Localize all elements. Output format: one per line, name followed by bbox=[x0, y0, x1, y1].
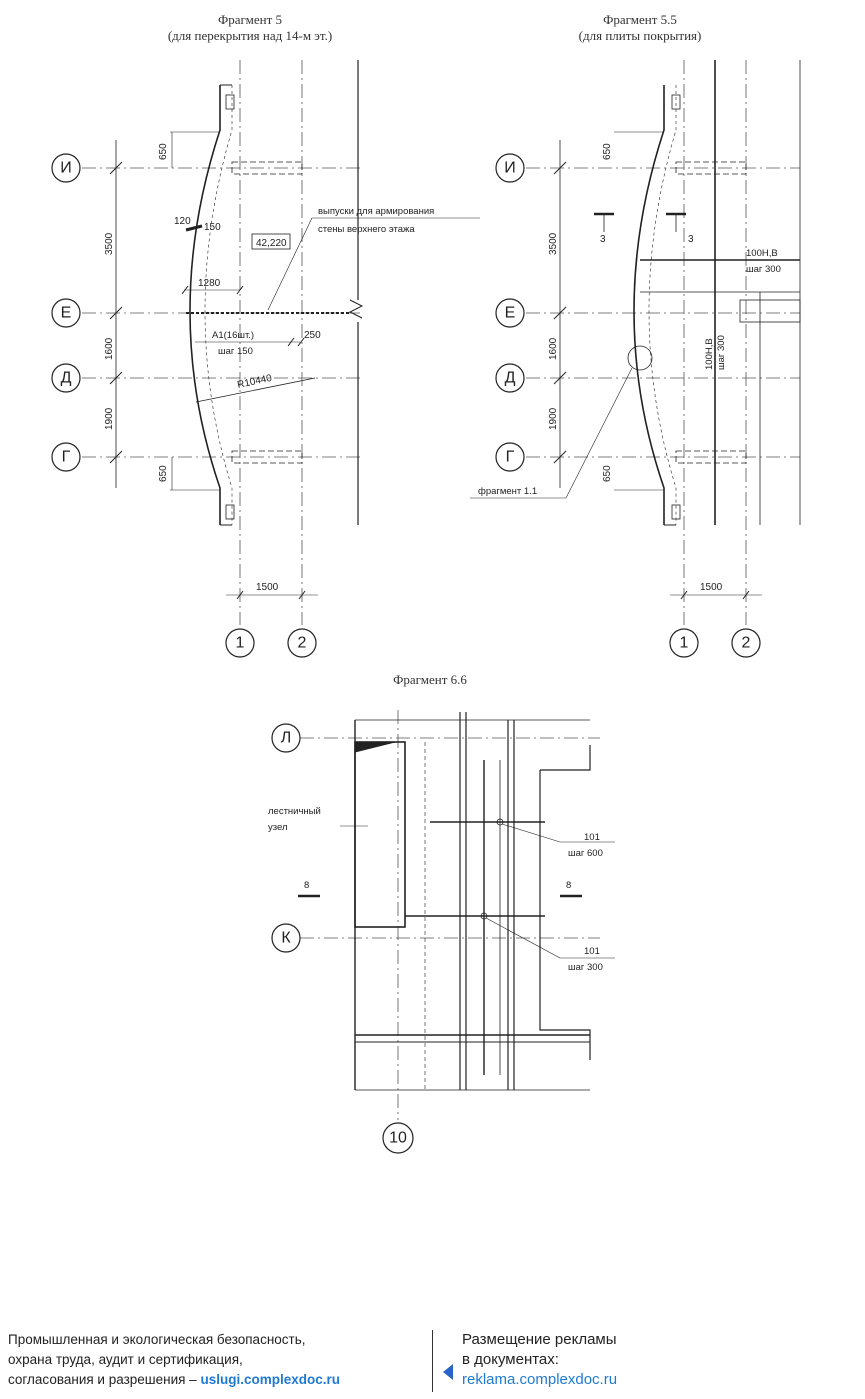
axis-label-2: 2 bbox=[741, 634, 751, 652]
footer-left-text bbox=[8, 1330, 340, 1390]
footer-services-link[interactable]: uslugi.complexdoc.ru bbox=[200, 1372, 340, 1387]
fragment-66-notes bbox=[268, 806, 603, 973]
footer-left-line-3: согласования и разрешения – bbox=[8, 1372, 197, 1387]
note-ladder-1: лестничный bbox=[268, 806, 321, 817]
footer-left-line-3-wrap bbox=[8, 1370, 340, 1390]
axis-label-10: 10 bbox=[389, 1129, 407, 1147]
dim-1900: 1900 bbox=[104, 407, 115, 430]
axis-label-d: Д bbox=[504, 369, 516, 387]
axis-label-l: Л bbox=[280, 729, 292, 747]
fragment-55-plan bbox=[470, 60, 800, 625]
dim-1500: 1500 bbox=[256, 582, 279, 593]
footer-banner bbox=[0, 1326, 865, 1399]
page-navigation bbox=[583, 1243, 776, 1257]
note-100nv-vertical-2: шаг 300 bbox=[716, 335, 727, 370]
axis-label-i: И bbox=[504, 159, 516, 177]
dim-650-bottom: 650 bbox=[158, 465, 169, 482]
dim-250: 250 bbox=[304, 330, 321, 341]
note-100nv-2: шаг 300 bbox=[746, 264, 781, 275]
footer-right-line-2: в документах: bbox=[462, 1351, 559, 1368]
dim-120: 120 bbox=[174, 216, 191, 227]
dim-150: 150 bbox=[204, 222, 221, 233]
dim-3500: 3500 bbox=[548, 232, 559, 255]
dim-650-top: 650 bbox=[158, 143, 169, 160]
fragment-66-axis-markers bbox=[272, 724, 413, 1153]
fragment-55-title: Фрагмент 5.5 bbox=[603, 12, 677, 27]
note-100nv-1: 100Н,В bbox=[746, 248, 778, 259]
dim-1600: 1600 bbox=[548, 337, 559, 360]
section-mark-3-left: 3 bbox=[600, 234, 606, 245]
footer-ads-link[interactable]: reklama.complexdoc.ru bbox=[462, 1371, 618, 1388]
dim-3500: 3500 bbox=[104, 232, 115, 255]
axis-label-1: 1 bbox=[235, 634, 245, 652]
footer-right-text bbox=[462, 1330, 617, 1390]
axis-label-i: И bbox=[60, 159, 72, 177]
nav-link-1[interactable] bbox=[583, 1244, 671, 1256]
fragment-5-dimensions bbox=[104, 143, 321, 593]
axis-label-2: 2 bbox=[297, 634, 307, 652]
dim-radius: R10440 bbox=[236, 372, 273, 391]
note-a1-2: шаг 150 bbox=[218, 346, 253, 357]
note-100nv-vertical-1: 100Н,В bbox=[704, 338, 715, 370]
note-ladder-2: узел bbox=[268, 822, 288, 833]
fragment-5-notes bbox=[212, 206, 434, 357]
nav-link-2[interactable] bbox=[683, 1244, 723, 1256]
note-101a-1: 101 bbox=[584, 832, 600, 843]
axis-label-d: Д bbox=[60, 369, 72, 387]
arrow-left-icon bbox=[443, 1364, 453, 1380]
section-mark-3-right: 3 bbox=[688, 234, 694, 245]
axis-label-g: Г bbox=[505, 448, 515, 466]
note-rebar-out-1: выпуски для армирования bbox=[318, 206, 435, 217]
note-101b-1: 101 bbox=[584, 946, 600, 957]
footer-left-line-1: Промышленная и экологическая безопасность, bbox=[8, 1332, 306, 1347]
level-mark: 42,220 bbox=[256, 238, 287, 249]
note-fragment-ref: фрагмент 1.1 bbox=[478, 486, 538, 497]
footer-divider bbox=[432, 1330, 433, 1392]
fragment-5-title: Фрагмент 5 bbox=[217, 12, 283, 27]
footer-left-line-2: охрана труда, аудит и сертификация, bbox=[8, 1352, 243, 1367]
fragment-5-subtitle: (для перекрытия над 14-м эт.) bbox=[167, 28, 333, 43]
fragment-66-title: Фрагмент 6.6 bbox=[393, 672, 467, 687]
axis-label-g: Г bbox=[61, 448, 71, 466]
fragment-5-plan bbox=[82, 60, 480, 625]
fragment-66-plan bbox=[298, 710, 615, 1120]
axis-label-e: Е bbox=[504, 304, 516, 322]
note-101a-2: шаг 600 bbox=[568, 848, 603, 859]
section-mark-8-left: 8 bbox=[304, 880, 310, 891]
nav-link-3[interactable] bbox=[736, 1244, 776, 1256]
axis-label-k: К bbox=[281, 929, 291, 947]
footer-right-line-1: Размещение рекламы bbox=[462, 1331, 617, 1348]
dim-1900: 1900 bbox=[548, 407, 559, 430]
dim-1500: 1500 bbox=[700, 582, 723, 593]
note-101b-2: шаг 300 bbox=[568, 962, 603, 973]
axis-label-e: Е bbox=[60, 304, 72, 322]
dim-1280: 1280 bbox=[198, 278, 221, 289]
dim-1600: 1600 bbox=[104, 337, 115, 360]
axis-label-1: 1 bbox=[679, 634, 689, 652]
fragment-55-subtitle: (для плиты покрытия) bbox=[578, 28, 702, 43]
fragment-55-dimensions bbox=[548, 143, 723, 593]
dim-650-bottom: 650 bbox=[602, 465, 613, 482]
dim-650-top: 650 bbox=[602, 143, 613, 160]
note-rebar-out-2: стены верхнего этажа bbox=[318, 224, 415, 235]
note-a1-1: А1(16шт.) bbox=[212, 330, 255, 341]
section-mark-8-right: 8 bbox=[566, 880, 572, 891]
